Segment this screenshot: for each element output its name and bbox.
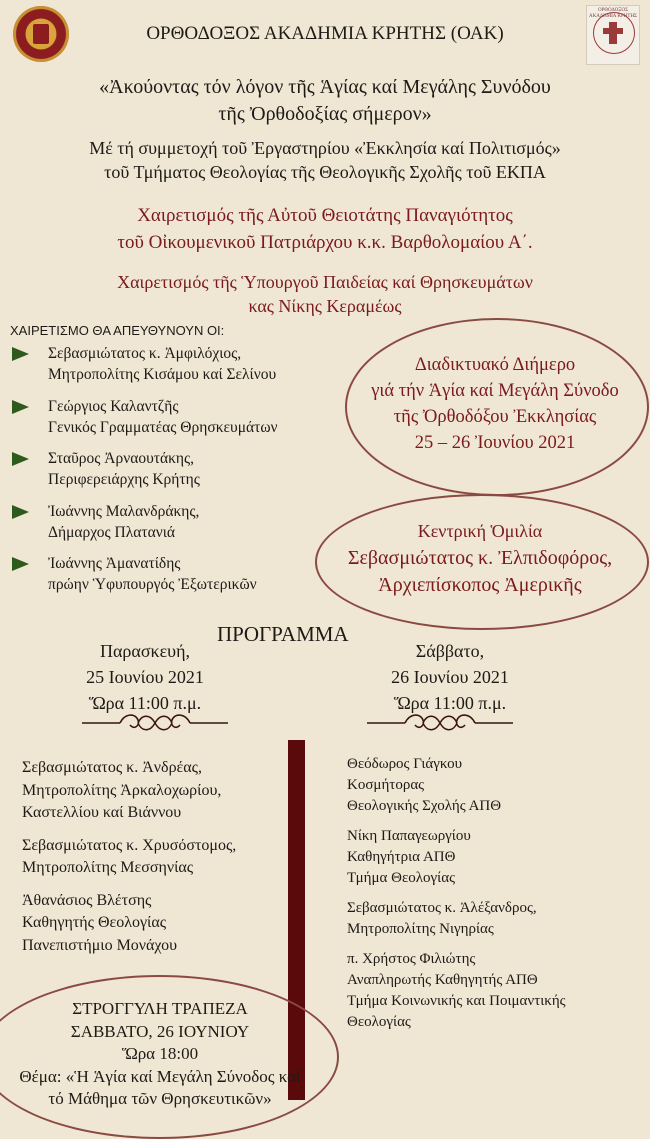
day2-header xyxy=(330,638,570,716)
participation-line1: Μέ τή συμμετοχή τοῦ Ἐργαστηρίου «Ἐκκλησία καί Πολιτισμός» xyxy=(89,138,561,158)
greeter-name: Ἰωάννης Μαλανδράκης, xyxy=(48,502,200,520)
speaker-line: Πανεπιστήμιο Μονάχου xyxy=(22,936,178,954)
day1-time: Ὥρα 11:00 π.μ. xyxy=(88,693,202,713)
program-heading: ΠΡΟΓΡΑΜΜΑ xyxy=(217,622,349,646)
logo-right-text: ΟΡΘΟΔΟΞΟΣ ΑΚΑΔΗΜΙΑ ΚΡΗΤΗΣ xyxy=(589,8,637,19)
greetings-heading: ΧΑΙΡΕΤΙΣΜΟ ΘΑ ΑΠΕΥΘΥΝΟΥΝ ΟΙ: xyxy=(10,323,225,338)
speaker-line: Σεβασμιώτατος κ. Ἀνδρέας, xyxy=(22,759,202,776)
speaker-line: Καθηγήτρια ΑΠΘ xyxy=(347,849,456,865)
speaker-line: π. Χρήστος Φιλιώτης xyxy=(347,951,476,967)
day1-date: 25 Ιουνίου 2021 xyxy=(86,667,204,687)
greeter-item xyxy=(12,448,342,501)
speaker-line: Σεβασμιώτατος κ. Χρυσόστομος, xyxy=(22,836,237,854)
day2-time: Ὥρα 11:00 π.μ. xyxy=(393,693,507,713)
page-title: ΟΡΘΟΔΟΞΟΣ ΑΚΑΔΗΜΙΑ ΚΡΗΤΗΣ (ΟΑΚ) xyxy=(146,23,504,44)
round-table-box xyxy=(0,998,320,1111)
greeter-name: Γεώργιος Καλαντζῆς xyxy=(48,397,179,415)
round-table-line4: Θέμα: «Ἡ Ἁγία καί Μεγάλη Σύνοδος καί xyxy=(19,1066,301,1086)
greeter-item xyxy=(12,553,342,606)
ornament-divider-right xyxy=(365,710,515,736)
patriarchate-seal-icon xyxy=(13,6,69,62)
main-title-line2: τῆς Ὀρθοδοξίας σήμερον» xyxy=(218,103,432,125)
speaker-line: Θεολογίας xyxy=(347,1014,411,1030)
speaker-block xyxy=(22,835,282,880)
greeter-item xyxy=(12,343,342,396)
keynote-box xyxy=(310,518,650,599)
speaker-block xyxy=(347,898,647,940)
speaker-line: Τμήμα Κοινωνικής και Ποιμαντικής xyxy=(347,993,566,1009)
greeter-role: Περιφερειάρχης Κρήτης xyxy=(48,471,200,488)
day1-speakers xyxy=(22,757,282,967)
round-table-line2: ΣΑΒΒΑΤΟ, 26 ΙΟΥΝΙΟΥ xyxy=(70,1021,250,1041)
speaker-block xyxy=(22,757,282,825)
speaker-line: Τμήμα Θεολογίας xyxy=(347,870,456,886)
speaker-line: Νίκη Παπαγεωργίου xyxy=(347,828,471,844)
greeter-role: Γενικός Γραμματέας Θρησκευμάτων xyxy=(48,418,278,436)
greeting-minister-line1: Χαιρετισμός τῆς Ὑπουργοῦ Παιδείας καί Θρησκευμάτων xyxy=(117,272,533,292)
greeters-list xyxy=(12,343,342,606)
day2-day: Σάββατο, xyxy=(415,641,485,661)
day1-header xyxy=(40,638,250,716)
greeter-name: Ἰωάννης Ἀμανατίδης xyxy=(48,555,181,572)
speaker-line: Αναπληρωτής Καθηγητής ΑΠΘ xyxy=(347,972,538,988)
ornament-divider-left xyxy=(80,710,230,736)
greeter-item xyxy=(12,396,342,449)
speaker-block xyxy=(347,949,647,1033)
greeter-role: πρώην Ὑφυπουργός Ἐξωτερικῶν xyxy=(48,576,257,593)
speaker-block xyxy=(347,754,647,817)
speaker-line: Μητροπολίτης Μεσσηνίας xyxy=(22,859,194,876)
participation-line2: τοῦ Τμήματος Θεολογίας τῆς Θεολογικῆς Σχολῆς τοῦ ΕΚΠΑ xyxy=(104,162,546,182)
arrow-bullet-icon xyxy=(12,347,29,361)
event-line1: Διαδικτυακό Διήμερο xyxy=(414,355,576,375)
speaker-line: Καθηγητής Θεολογίας xyxy=(22,914,167,931)
speaker-line: Θεολογικής Σχολής ΑΠΘ xyxy=(347,798,502,814)
speaker-line: Καστελλίου καί Βιάννου xyxy=(22,804,182,821)
keynote-line3: Ἀρχιεπίσκοπος Ἀμερικῆς xyxy=(378,574,582,596)
arrow-bullet-icon xyxy=(12,400,29,414)
oak-seal-icon xyxy=(586,5,640,65)
day1-day: Παρασκευή, xyxy=(100,641,190,661)
speaker-block xyxy=(22,890,282,958)
day2-date: 26 Ιουνίου 2021 xyxy=(391,667,509,687)
greeting-minister xyxy=(20,270,630,318)
event-line2: γιά τήν Ἁγία καί Μεγάλη Σύνοδο xyxy=(371,381,619,401)
greeting-patriarch-line2: τοῦ Οἰκουμενικοῦ Πατριάρχου κ.κ. Βαρθολομαίου Α΄. xyxy=(117,232,533,253)
speaker-line: Ἀθανάσιος Βλέτσης xyxy=(22,891,152,909)
round-table-line1: ΣΤΡΟΓΓΥΛΗ ΤΡΑΠΕΖΑ xyxy=(72,999,248,1018)
keynote-line1: Κεντρική Ὁμιλία xyxy=(417,521,543,541)
greeter-item xyxy=(12,501,342,554)
event-line4: 25 – 26 Ἰουνίου 2021 xyxy=(414,433,576,453)
speaker-line: Μητροπολίτης Ἀρκαλοχωρίου, xyxy=(22,781,222,799)
main-title-line1: «Ἀκούοντας τόν λόγον τῆς Ἁγίας καί Μεγάλης Συνόδου xyxy=(99,76,551,98)
speaker-line: Σεβασμιώτατος κ. Ἀλέξανδρος, xyxy=(347,900,537,916)
arrow-bullet-icon xyxy=(12,505,29,519)
arrow-bullet-icon xyxy=(12,557,29,571)
arrow-bullet-icon xyxy=(12,452,29,466)
greeting-patriarch xyxy=(20,202,630,256)
speaker-line: Κοσμήτορας xyxy=(347,777,425,793)
round-table-line3: Ὥρα 18:00 xyxy=(121,1044,199,1063)
event-line3: τῆς Ὀρθοδόξου Ἐκκλησίας xyxy=(393,407,597,427)
participation-text xyxy=(20,136,630,184)
speaker-line: Θεόδωρος Γιάγκου xyxy=(347,756,463,772)
main-title xyxy=(20,74,630,128)
greeter-name: Σταῦρος Ἀρναουτάκης, xyxy=(48,450,195,467)
greeting-minister-line2: κας Νίκης Κεραμέως xyxy=(248,296,402,316)
speaker-line: Μητροπολίτης Νιγηρίας xyxy=(347,921,494,937)
greeter-role: Δήμαρχος Πλατανιά xyxy=(48,523,176,541)
day2-speakers xyxy=(347,754,647,1042)
speaker-block xyxy=(347,826,647,889)
round-table-line5: τό Μάθημα τῶν Θρησκευτικῶν» xyxy=(48,1089,272,1108)
greeter-name: Σεβασμιώτατος κ. Ἀμφιλόχιος, xyxy=(48,345,242,362)
event-box xyxy=(330,352,650,456)
keynote-line2: Σεβασμιώτατος κ. Ἐλπιδοφόρος, xyxy=(347,547,613,569)
greeting-patriarch-line1: Χαιρετισμός τῆς Αὐτοῦ Θειοτάτης Παναγιότητος xyxy=(137,205,513,226)
greeter-role: Μητροπολίτης Κισάμου καί Σελίνου xyxy=(48,366,277,383)
